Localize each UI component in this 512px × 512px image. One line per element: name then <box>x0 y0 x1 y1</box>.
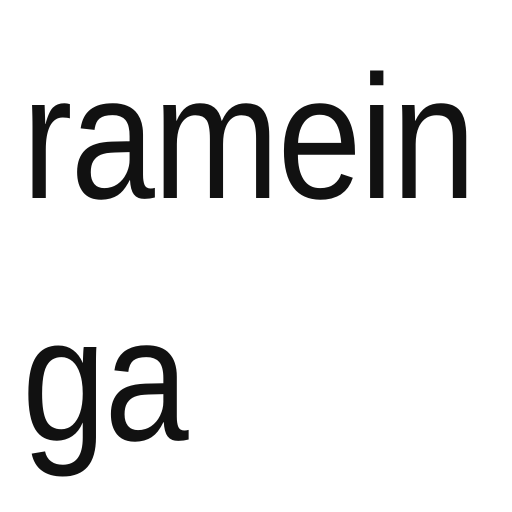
text-line-2: ga <box>22 282 187 478</box>
text-line-1: ramein <box>22 40 475 236</box>
